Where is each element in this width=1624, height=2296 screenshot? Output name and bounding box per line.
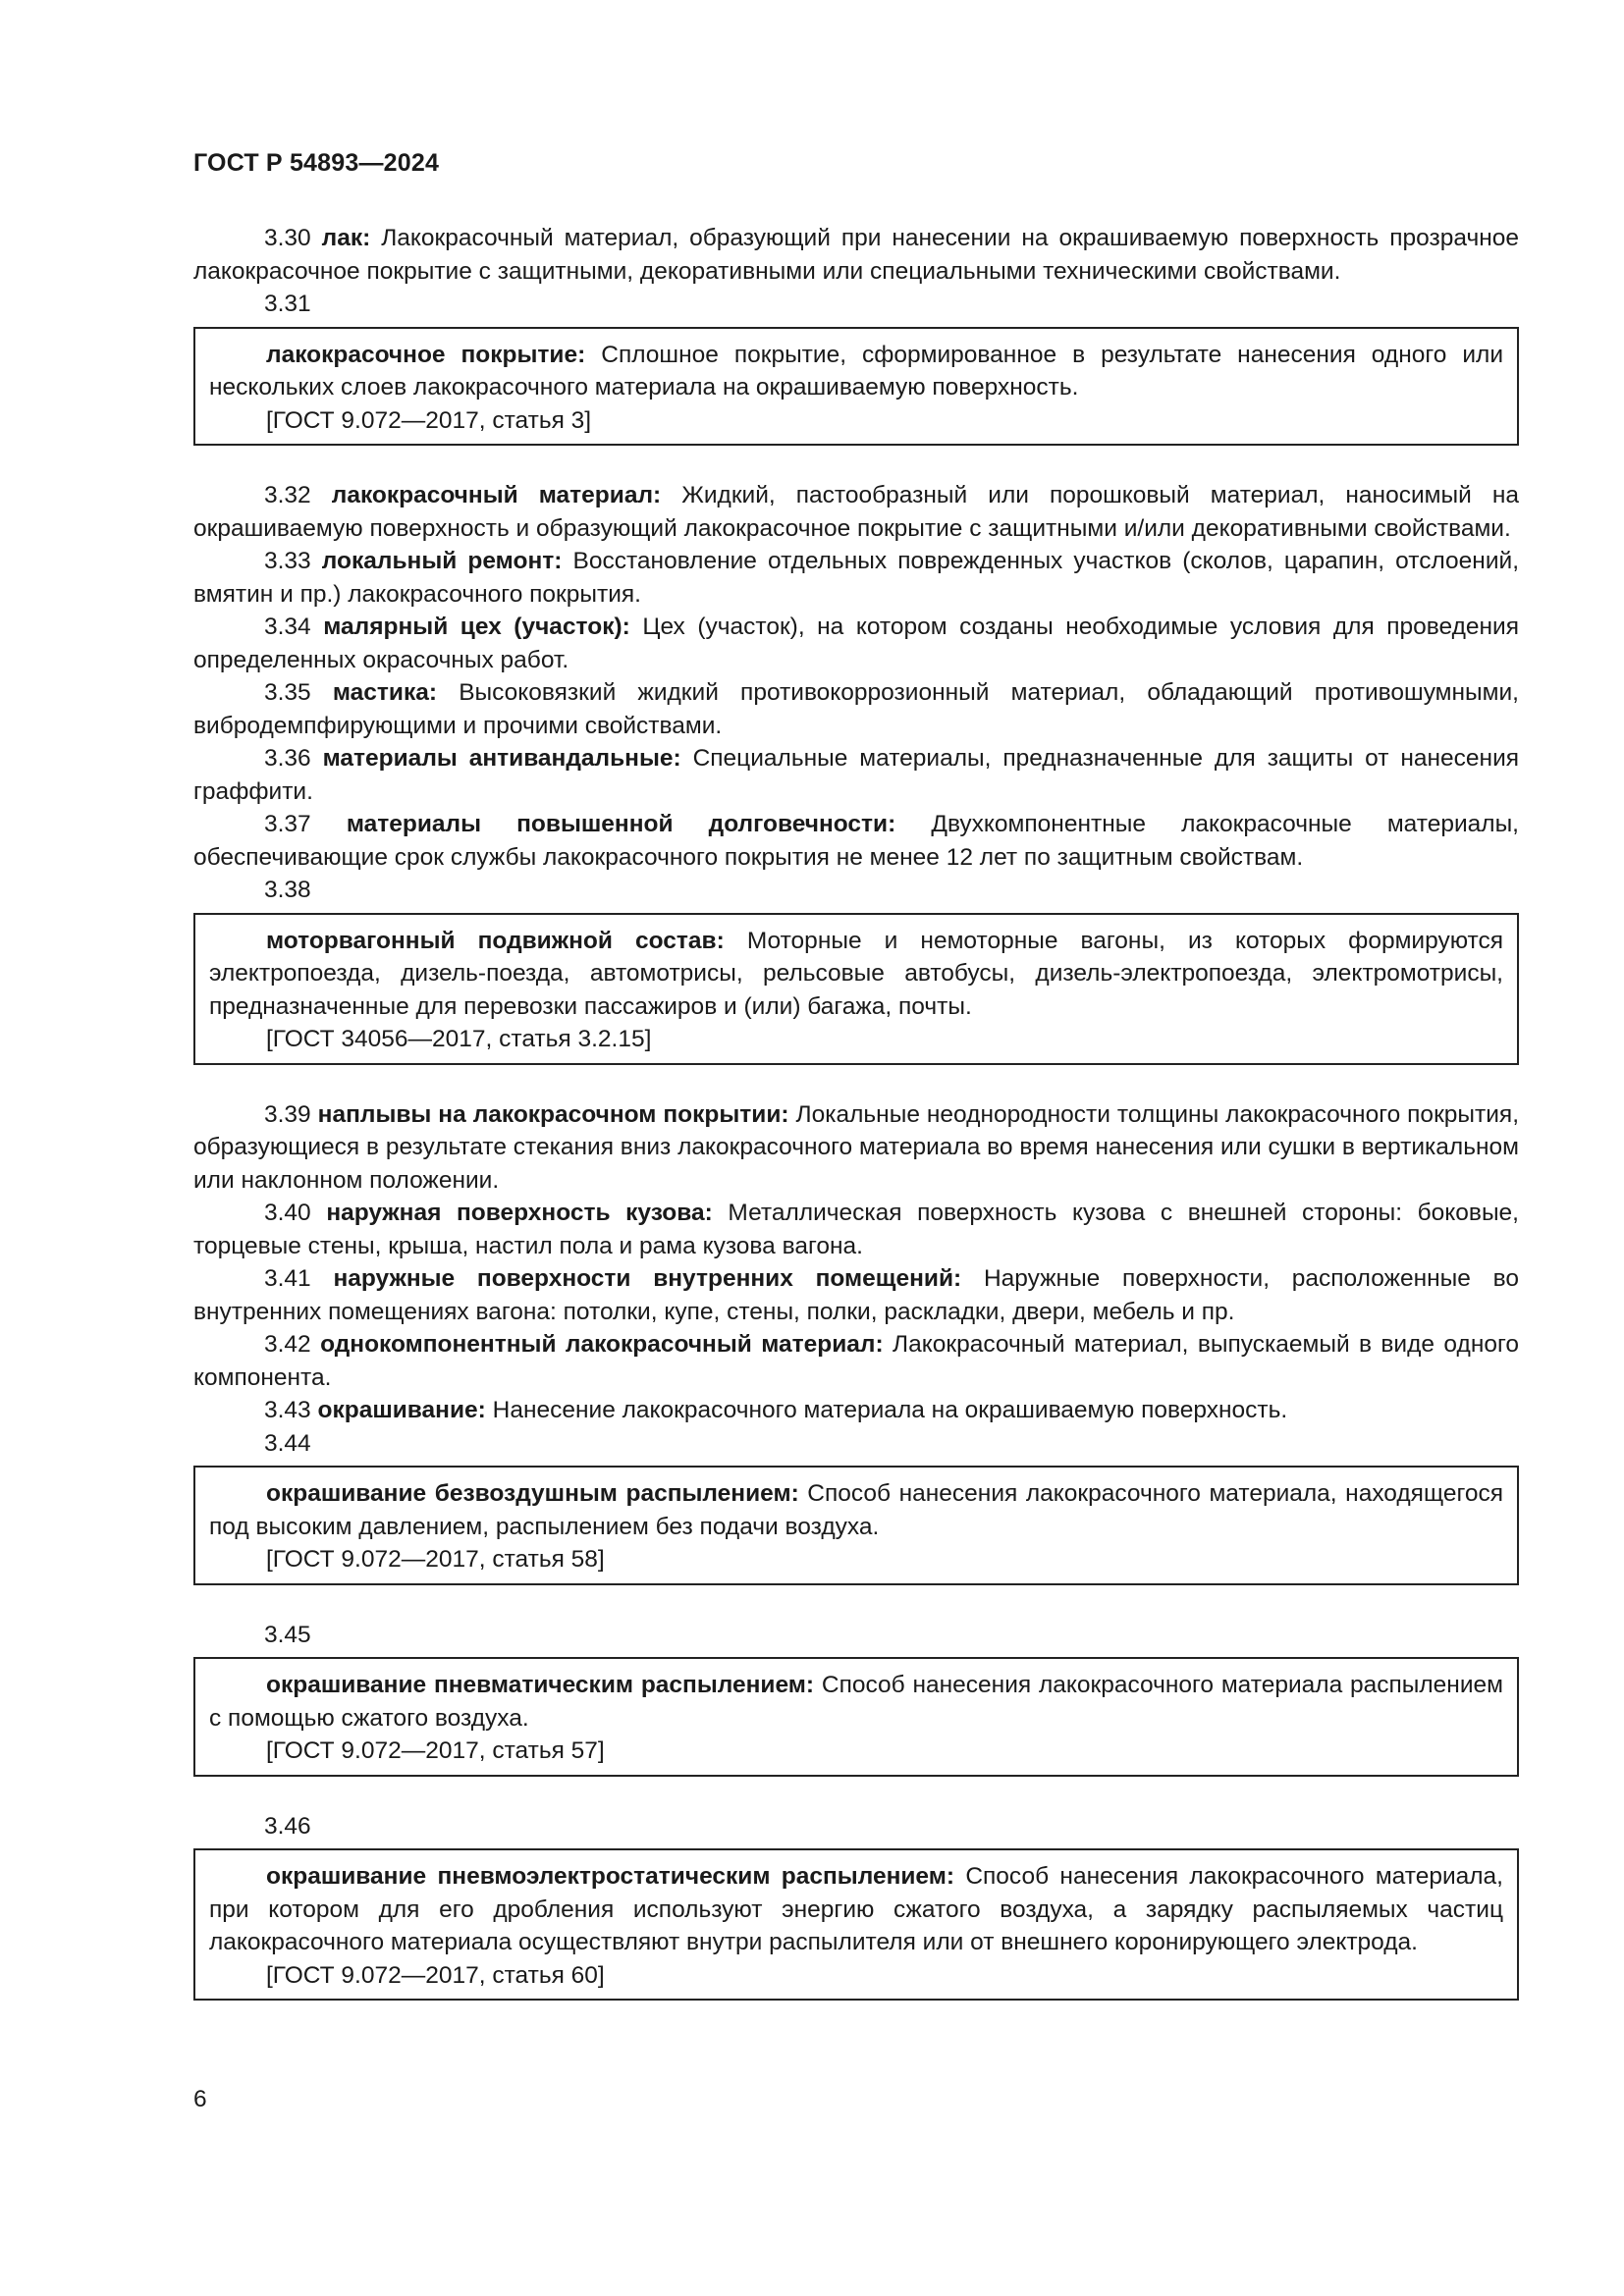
term-number: 3.46 xyxy=(264,1812,311,1840)
term-definition: Металлическая поверхность кузова с внешней стороны: боковые, торцевые стены, крыша, настил пола и рама кузова вагона. xyxy=(193,1200,1519,1259)
term-definition: Способ нанесения лакокрасочного материала, при котором для его дробления используют энергию сжатого воздуха, а зарядку распыляемых частиц лакокрасочного материала осуществляют внутри распылителя или от внешнего коронирующего электрода. xyxy=(209,1863,1503,1955)
term-number: 3.42 xyxy=(264,1331,311,1358)
term-number: 3.30 xyxy=(264,225,311,251)
term-number: 3.32 xyxy=(264,482,311,508)
term-definition: Моторные и немоторные вагоны, из которых формируются электропоезда, дизель-поезда, автомотрисы, рельсовые автобусы, дизель-электропоезда, электромотрисы, предназначенные для перевозки пассажиров и (или) багажа, почты. xyxy=(209,927,1504,1020)
term-definition: Лакокрасочный материал, выпускаемый в виде одного компонента. xyxy=(193,1331,1519,1391)
term-number: 3.45 xyxy=(264,1621,311,1648)
document-header: ГОСТ Р 54893—2024 xyxy=(193,149,440,177)
term-entry xyxy=(209,1477,1503,1543)
term-entry xyxy=(193,1262,1519,1328)
term-definition: Сплошное покрытие, сформированное в результате нанесения одного или нескольких слоев лакокрасочного материала на окрашиваемую поверхность. xyxy=(209,341,1504,400)
term-source-reference: [ГОСТ 9.072—2017, статья 57] xyxy=(266,1737,605,1764)
term-number: 3.44 xyxy=(264,1429,311,1457)
term-definition: Цех (участок), на котором созданы необходимые условия для проведения определенных окрасочных работ. xyxy=(193,614,1519,673)
term-entry xyxy=(209,925,1503,1024)
term-name: окрашивание: xyxy=(317,1397,486,1423)
term-definition: Высоковязкий жидкий противокоррозионный материал, обладающий противошумными, вибродемпфирующими и прочими свойствами. xyxy=(193,679,1519,739)
term-entry xyxy=(193,545,1519,611)
term-name: локальный ремонт: xyxy=(321,548,563,574)
term-name: наружные поверхности внутренних помещений: xyxy=(333,1265,962,1292)
term-name: окрашивание пневматическим распылением: xyxy=(266,1672,815,1698)
term-entry xyxy=(193,611,1519,676)
term-number: 3.41 xyxy=(264,1265,311,1292)
quoted-term-box xyxy=(193,1466,1519,1585)
term-definition: Способ нанесения лакокрасочного материала, находящегося под высоким давлением, распылением без подачи воздуха. xyxy=(209,1480,1503,1540)
term-name: лак: xyxy=(321,225,371,251)
term-number: 3.43 xyxy=(264,1397,311,1423)
quoted-term-box xyxy=(193,1848,1519,2001)
term-source-reference: [ГОСТ 9.072—2017, статья 3] xyxy=(266,406,592,434)
term-name: лакокрасочное покрытие: xyxy=(266,341,586,368)
term-name: моторвагонный подвижной состав: xyxy=(266,927,725,954)
term-number: 3.34 xyxy=(264,614,311,640)
term-name: окрашивание пневмоэлектростатическим распылением: xyxy=(266,1863,955,1890)
term-entry xyxy=(193,676,1519,742)
term-name: лакокрасочный материал: xyxy=(331,482,662,508)
term-source-reference: [ГОСТ 34056—2017, статья 3.2.15] xyxy=(266,1026,652,1052)
term-definition: Локальные неоднородности толщины лакокрасочного покрытия, образующиеся в результате стекания вниз лакокрасочного материала во время нанесения или сушки в вертикальном или наклонном положении. xyxy=(193,1100,1519,1194)
term-name: окрашивание безвоздушным распылением: xyxy=(266,1480,799,1507)
term-source-reference: [ГОСТ 9.072—2017, статья 58] xyxy=(266,1546,605,1573)
term-name: однокомпонентный лакокрасочный материал: xyxy=(320,1331,884,1358)
term-definition: Способ нанесения лакокрасочного материала распылением с помощью сжатого воздуха. xyxy=(209,1672,1503,1732)
term-entry xyxy=(209,1860,1503,1959)
term-entry xyxy=(209,1669,1503,1735)
term-name: материалы повышенной долговечности: xyxy=(346,811,896,837)
term-entry xyxy=(193,742,1519,808)
term-entry xyxy=(193,1328,1519,1394)
term-definition: Специальные материалы, предназначенные для защиты от нанесения граффити. xyxy=(193,745,1520,805)
term-definition: Нанесение лакокрасочного материала на окрашиваемую поверхность. xyxy=(492,1397,1288,1423)
term-number: 3.31 xyxy=(264,291,311,317)
term-entry xyxy=(193,1098,1519,1198)
term-entry xyxy=(209,339,1503,404)
term-entry xyxy=(193,1394,1519,1427)
page-number: 6 xyxy=(193,2086,207,2112)
term-entry xyxy=(193,222,1519,288)
term-number: 3.35 xyxy=(264,679,311,706)
term-number: 3.40 xyxy=(264,1200,311,1226)
term-entry xyxy=(193,479,1519,545)
term-name: наружная поверхность кузова: xyxy=(326,1200,713,1226)
term-number: 3.39 xyxy=(264,1100,311,1128)
term-source-reference: [ГОСТ 9.072—2017, статья 60] xyxy=(266,1961,605,1989)
terms-list xyxy=(193,222,1519,2034)
term-name: мастика: xyxy=(332,679,438,706)
quoted-term-box xyxy=(193,1657,1519,1777)
term-number: 3.36 xyxy=(264,745,311,772)
term-name: материалы антивандальные: xyxy=(322,745,681,772)
term-number: 3.38 xyxy=(264,877,311,903)
term-entry xyxy=(193,808,1519,874)
quoted-term-box xyxy=(193,913,1519,1065)
term-definition: Лакокрасочный материал, образующий при нанесении на окрашиваемую поверхность прозрачное лакокрасочное покрытие с защитными, декоративными или специальными техническими свойствами. xyxy=(193,225,1520,285)
term-definition: Наружные поверхности, расположенные во внутренних помещениях вагона: потолки, купе, стены, полки, раскладки, двери, мебель и пр. xyxy=(193,1265,1520,1325)
term-name: наплывы на лакокрасочном покрытии: xyxy=(317,1100,789,1128)
quoted-term-box xyxy=(193,327,1519,447)
term-entry xyxy=(193,1197,1519,1262)
term-number: 3.33 xyxy=(264,548,311,574)
term-number: 3.37 xyxy=(264,811,311,837)
term-definition: Восстановление отдельных поврежденных участков (сколов, царапин, отслоений, вмятин и пр.) лакокрасочного покрытия. xyxy=(193,548,1519,608)
term-definition: Жидкий, пастообразный или порошковый материал, наносимый на окрашиваемую поверхность и образующий лакокрасочное покрытие с защитными и/или декоративными свойствами. xyxy=(193,482,1519,542)
term-definition: Двухкомпонентные лакокрасочные материалы, обеспечивающие срок службы лакокрасочного покрытия не менее 12 лет по защитным свойствам. xyxy=(193,811,1519,871)
term-name: малярный цех (участок): xyxy=(323,614,630,640)
